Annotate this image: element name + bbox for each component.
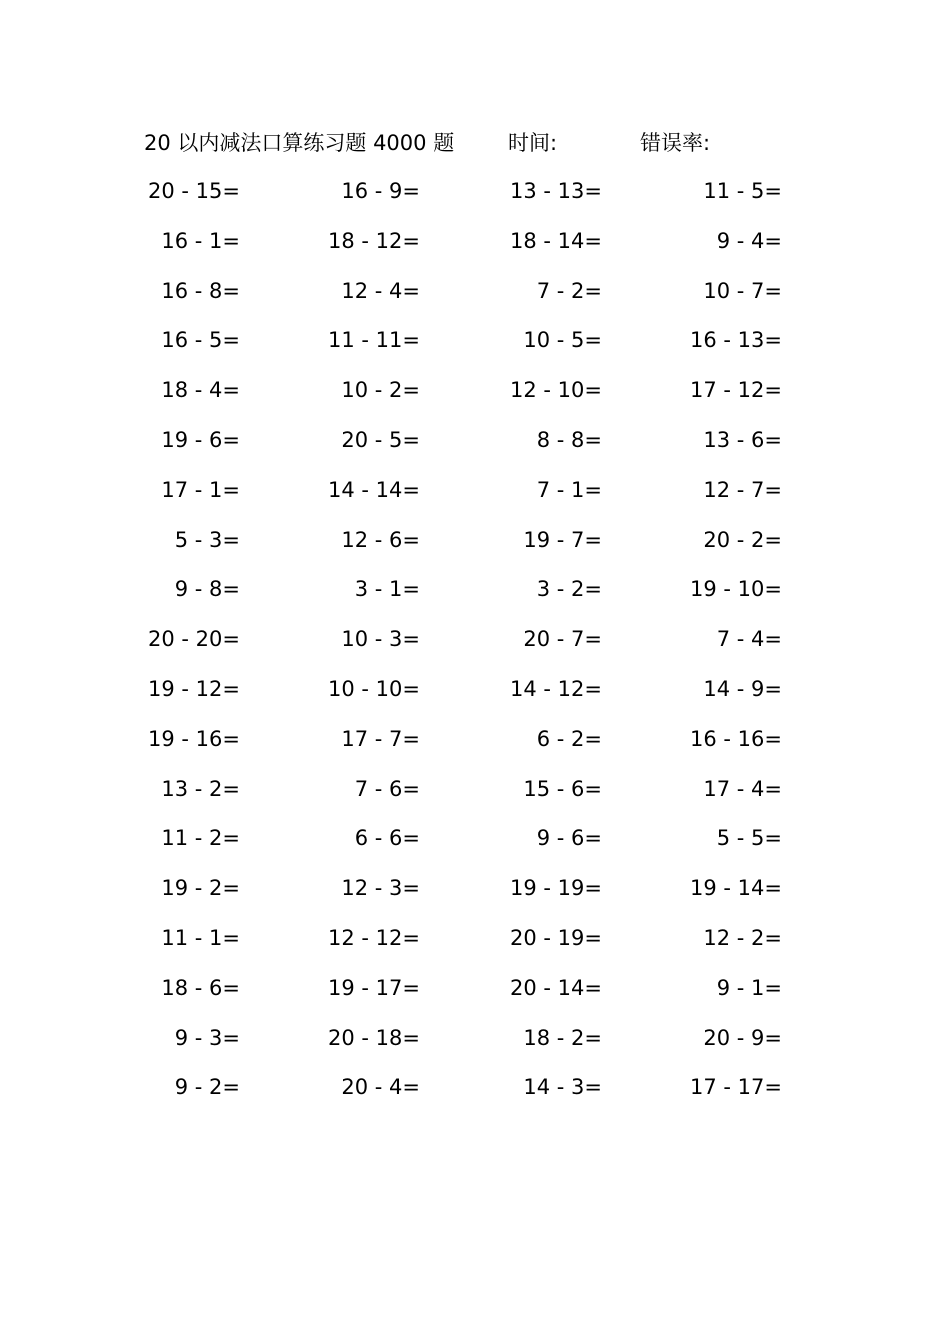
problem-row [144, 722, 784, 772]
subtraction-problem: 13 - 13= [510, 179, 602, 203]
subtraction-problem: 18 - 14= [510, 228, 602, 253]
subtraction-problem: 3 - 2= [536, 577, 602, 602]
subtraction-problem: 11 - 2= [161, 826, 240, 851]
problem-row [144, 871, 784, 921]
problem-grid [144, 174, 784, 1120]
subtraction-problem: 19 - 19= [510, 876, 602, 901]
subtraction-problem: 20 - 14= [510, 975, 602, 1000]
subtraction-problem: 18 - 2= [523, 1025, 602, 1050]
subtraction-problem: 13 - 6= [703, 427, 782, 452]
subtraction-problem: 17 - 12= [690, 378, 782, 403]
subtraction-problem: 6 - 2= [536, 726, 602, 751]
subtraction-problem: 17 - 17= [690, 1075, 782, 1100]
subtraction-problem: 5 - 5= [716, 826, 782, 851]
subtraction-problem: 20 - 19= [510, 925, 602, 950]
subtraction-problem: 10 - 2= [341, 378, 420, 403]
subtraction-problem: 19 - 10= [690, 577, 782, 602]
time-label: 时间: [508, 131, 558, 155]
subtraction-problem: 18 - 6= [161, 975, 240, 1000]
subtraction-problem: 14 - 14= [328, 477, 420, 502]
subtraction-problem: 20 - 2= [703, 527, 782, 552]
problem-row [144, 971, 784, 1021]
subtraction-problem: 8 - 8= [536, 427, 602, 452]
problem-row [144, 323, 784, 373]
subtraction-problem: 14 - 3= [523, 1075, 602, 1100]
subtraction-problem: 5 - 3= [174, 527, 240, 552]
subtraction-problem: 12 - 4= [341, 278, 420, 303]
subtraction-problem: 12 - 7= [703, 477, 782, 502]
subtraction-problem: 20 - 5= [341, 427, 420, 452]
subtraction-problem: 19 - 7= [523, 527, 602, 552]
problem-row [144, 373, 784, 423]
problem-row [144, 921, 784, 971]
problem-row [144, 1021, 784, 1071]
subtraction-problem: 12 - 3= [341, 876, 420, 901]
subtraction-problem: 12 - 12= [328, 925, 420, 950]
subtraction-problem: 10 - 10= [328, 676, 420, 701]
subtraction-problem: 9 - 6= [536, 826, 602, 851]
subtraction-problem: 16 - 1= [161, 228, 240, 253]
subtraction-problem: 18 - 4= [161, 378, 240, 403]
subtraction-problem: 7 - 6= [354, 776, 420, 801]
subtraction-problem: 14 - 12= [510, 676, 602, 701]
subtraction-problem: 10 - 3= [341, 627, 420, 652]
problem-row [144, 423, 784, 473]
subtraction-problem: 16 - 13= [690, 328, 782, 353]
subtraction-problem: 19 - 14= [690, 876, 782, 901]
subtraction-problem: 16 - 9= [341, 179, 420, 203]
worksheet-header [144, 126, 784, 160]
subtraction-problem: 9 - 8= [174, 577, 240, 602]
subtraction-problem: 10 - 5= [523, 328, 602, 353]
subtraction-problem: 20 - 7= [523, 627, 602, 652]
subtraction-problem: 10 - 7= [703, 278, 782, 303]
subtraction-problem: 9 - 3= [174, 1025, 240, 1050]
problem-row [144, 622, 784, 672]
subtraction-problem: 11 - 5= [703, 179, 782, 203]
subtraction-problem: 16 - 16= [690, 726, 782, 751]
problem-row [144, 821, 784, 871]
subtraction-problem: 20 - 15= [148, 179, 240, 203]
problem-row [144, 1070, 784, 1120]
subtraction-problem: 20 - 4= [341, 1075, 420, 1100]
problem-row [144, 572, 784, 622]
subtraction-problem: 19 - 12= [148, 676, 240, 701]
subtraction-problem: 6 - 6= [354, 826, 420, 851]
error-rate-label: 错误率: [640, 131, 711, 155]
subtraction-problem: 20 - 18= [328, 1025, 420, 1050]
subtraction-problem: 9 - 2= [174, 1075, 240, 1100]
subtraction-problem: 16 - 8= [161, 278, 240, 303]
problem-row [144, 523, 784, 573]
subtraction-problem: 20 - 9= [703, 1025, 782, 1050]
subtraction-problem: 7 - 2= [536, 278, 602, 303]
subtraction-problem: 17 - 7= [341, 726, 420, 751]
subtraction-problem: 9 - 1= [716, 975, 782, 1000]
subtraction-problem: 12 - 2= [703, 925, 782, 950]
subtraction-problem: 20 - 20= [148, 627, 240, 652]
subtraction-problem: 19 - 6= [161, 427, 240, 452]
problem-row [144, 772, 784, 822]
subtraction-problem: 7 - 4= [716, 627, 782, 652]
subtraction-problem: 18 - 12= [328, 228, 420, 253]
subtraction-problem: 11 - 1= [161, 925, 240, 950]
subtraction-problem: 12 - 6= [341, 527, 420, 552]
subtraction-problem: 12 - 10= [510, 378, 602, 403]
problem-row [144, 473, 784, 523]
subtraction-problem: 14 - 9= [703, 676, 782, 701]
subtraction-problem: 3 - 1= [354, 577, 420, 602]
subtraction-problem: 16 - 5= [161, 328, 240, 353]
problem-row [144, 174, 784, 224]
subtraction-problem: 17 - 1= [161, 477, 240, 502]
subtraction-problem: 19 - 16= [148, 726, 240, 751]
subtraction-problem: 19 - 2= [161, 876, 240, 901]
subtraction-problem: 7 - 1= [536, 477, 602, 502]
subtraction-problem: 19 - 17= [328, 975, 420, 1000]
problem-row [144, 672, 784, 722]
problem-row [144, 224, 784, 274]
subtraction-problem: 11 - 11= [328, 328, 420, 353]
subtraction-problem: 17 - 4= [703, 776, 782, 801]
subtraction-problem: 9 - 4= [716, 228, 782, 253]
worksheet-title: 20 以内减法口算练习题 4000 题 [144, 131, 455, 155]
problem-row [144, 274, 784, 324]
subtraction-problem: 15 - 6= [523, 776, 602, 801]
subtraction-problem: 13 - 2= [161, 776, 240, 801]
